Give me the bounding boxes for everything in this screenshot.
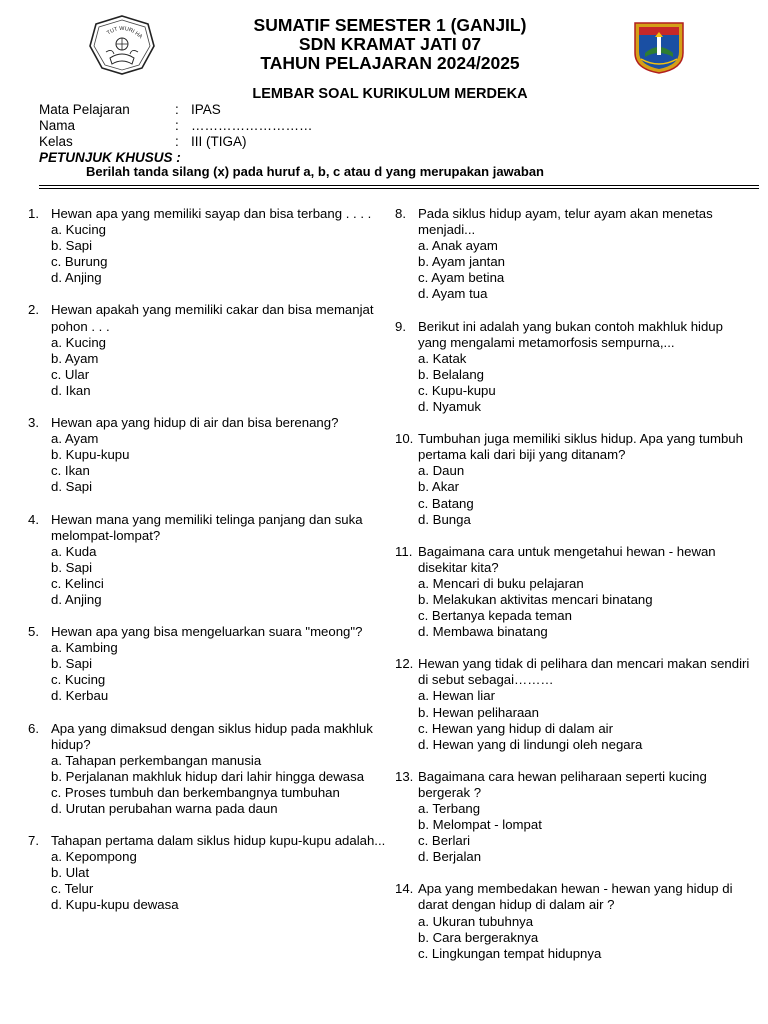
question-number: 4. xyxy=(28,511,39,527)
question-text: Hewan apa yang bisa mengeluarkan suara "meong"? xyxy=(51,624,363,640)
question-gap xyxy=(28,705,388,721)
instructions-heading: PETUNJUK KHUSUS : xyxy=(39,150,181,165)
answer-option[interactable]: c. Burung xyxy=(51,254,108,270)
answer-option[interactable]: d. Berjalan xyxy=(418,849,482,865)
answer-option[interactable]: a. Kepompong xyxy=(51,849,137,865)
colon: : xyxy=(175,118,179,133)
question-number: 3. xyxy=(28,415,39,431)
questions-column-right xyxy=(395,206,755,962)
question-number: 2. xyxy=(28,302,39,318)
subject-value: IPAS xyxy=(191,102,221,117)
title-year: TAHUN PELAJARAN 2024/2025 xyxy=(260,53,520,73)
question-item xyxy=(395,881,755,961)
question-body xyxy=(418,544,755,641)
answer-option[interactable]: c. Bertanya kepada teman xyxy=(418,608,572,624)
title-exam: SUMATIF SEMESTER 1 (GANJIL) xyxy=(253,15,527,35)
answer-option[interactable]: b. Kupu-kupu xyxy=(51,447,130,463)
answer-option[interactable]: c. Hewan yang hidup di dalam air xyxy=(418,720,613,736)
question-gap xyxy=(395,303,755,319)
question-number: 12. xyxy=(395,656,414,672)
document-subtitle: LEMBAR SOAL KURIKULUM MERDEKA xyxy=(252,86,528,102)
question-item xyxy=(395,319,755,416)
name-value: ……………………… xyxy=(191,118,313,133)
answer-option[interactable]: b. Melompat - lompat xyxy=(418,817,542,833)
question-item xyxy=(28,302,388,399)
answer-option[interactable]: a. Terbang xyxy=(418,801,481,816)
answer-option[interactable]: d. Ayam tua xyxy=(418,286,488,302)
answer-option[interactable]: c. Ikan xyxy=(51,463,90,479)
question-body xyxy=(418,769,755,866)
question-body xyxy=(51,206,388,286)
question-item xyxy=(395,206,755,303)
question-item xyxy=(395,431,755,528)
question-item xyxy=(395,769,755,866)
answer-option[interactable]: a. Mencari di buku pelajaran xyxy=(418,575,584,591)
question-item xyxy=(28,833,388,913)
question-number: 13. xyxy=(395,768,414,784)
question-text: Tumbuhan juga memiliki siklus hidup. Apa yang tumbuh pertama kali dari biji yang ditanam? xyxy=(418,431,743,463)
divider-line-thin xyxy=(39,188,759,189)
question-body xyxy=(418,206,755,303)
answer-option[interactable]: c. Kelinci xyxy=(51,575,104,591)
answer-option[interactable]: d. Ikan xyxy=(51,382,91,398)
question-gap xyxy=(28,817,388,833)
question-text: Hewan apakah yang memiliki cakar dan bisa memanjat pohon . . . xyxy=(51,302,374,334)
question-gap xyxy=(395,415,755,431)
answer-option[interactable]: b. Belalang xyxy=(418,366,484,382)
answer-option[interactable]: c. Proses tumbuh dan berkembangnya tumbuhan xyxy=(51,784,340,800)
document-title xyxy=(160,16,620,73)
question-number: 8. xyxy=(395,206,406,221)
tut-wuri-handayani-logo xyxy=(88,14,156,76)
answer-option[interactable]: a. Ukuran tubuhnya xyxy=(418,913,534,929)
question-body xyxy=(51,833,388,913)
question-text: Hewan yang tidak di pelihara dan mencari makan sendiri di sebut sebagai……… xyxy=(418,656,750,688)
question-gap xyxy=(28,399,388,415)
name-label: Nama xyxy=(39,118,76,133)
question-body xyxy=(51,302,388,399)
question-body xyxy=(51,624,388,704)
question-gap xyxy=(28,608,388,624)
answer-option[interactable]: a. Ayam xyxy=(51,431,99,447)
question-text: Apa yang membedakan hewan - hewan yang hidup di darat dengan hidup di dalam air ? xyxy=(418,881,733,913)
question-number: 6. xyxy=(28,720,39,736)
colon: : xyxy=(175,102,179,117)
question-number: 7. xyxy=(28,833,39,849)
answer-option[interactable]: c. Berlari xyxy=(418,833,471,849)
info-row-class xyxy=(39,134,313,150)
question-body xyxy=(418,319,755,416)
answer-option[interactable]: c. Telur xyxy=(51,881,94,897)
answer-option[interactable]: d. Anjing xyxy=(51,591,102,607)
question-text: Hewan mana yang memiliki telinga panjang dan suka melompat-lompat? xyxy=(51,511,363,543)
question-body xyxy=(418,656,755,753)
question-number: 9. xyxy=(395,318,406,334)
info-row-subject xyxy=(39,102,313,118)
answer-option[interactable]: c. Lingkungan tempat hidupnya xyxy=(418,945,602,961)
answer-option[interactable]: c. Ular xyxy=(51,366,90,382)
answer-option[interactable]: b. Cara bergeraknya xyxy=(418,929,539,945)
question-text: Berikut ini adalah yang bukan contoh makhluk hidup yang mengalami metamorfosis sempurna,... xyxy=(418,318,723,350)
answer-option[interactable]: a. Kucing xyxy=(51,222,106,238)
answer-option[interactable]: a. Daun xyxy=(418,463,465,479)
question-item xyxy=(28,206,388,286)
question-gap xyxy=(395,753,755,769)
question-item xyxy=(28,415,388,495)
question-item xyxy=(28,721,388,818)
answer-option[interactable]: d. Hewan yang di lindungi oleh negara xyxy=(418,736,643,752)
question-number: 11. xyxy=(395,543,413,559)
answer-option[interactable]: b. Ulat xyxy=(51,865,90,881)
class-label: Kelas xyxy=(39,134,73,149)
answer-option[interactable]: b. Perjalanan makhluk hidup dari lahir hingga dewasa xyxy=(51,768,365,784)
question-item xyxy=(28,624,388,704)
student-info xyxy=(39,102,313,150)
answer-option[interactable]: c. Ayam betina xyxy=(418,270,505,286)
answer-option[interactable]: b. Sapi xyxy=(51,238,93,254)
title-school: SDN KRAMAT JATI 07 xyxy=(298,34,482,54)
answer-option[interactable]: b. Melakukan aktivitas mencari binatang xyxy=(418,591,653,607)
question-item xyxy=(395,656,755,753)
answer-option[interactable]: d. Bunga xyxy=(418,511,471,527)
answer-option[interactable]: d. Urutan perubahan warna pada daun xyxy=(51,801,278,816)
question-body xyxy=(418,431,755,528)
answer-option[interactable]: b. Ayam xyxy=(51,350,99,366)
question-text: Hewan apa yang memiliki sayap dan bisa terbang . . . . xyxy=(51,206,372,221)
instructions-text: Berilah tanda silang (x) pada huruf a, b, c atau d yang merupakan jawaban xyxy=(86,164,544,179)
answer-option[interactable]: b. Ayam jantan xyxy=(418,254,505,270)
question-text: Tahapan pertama dalam siklus hidup kupu-kupu adalah... xyxy=(51,833,386,849)
answer-option[interactable]: b. Akar xyxy=(418,479,460,495)
answer-option[interactable]: d. Membawa binatang xyxy=(418,624,548,640)
answer-option[interactable]: b. Sapi xyxy=(51,559,93,575)
answer-option[interactable]: d. Kerbau xyxy=(51,688,109,704)
questions-column-left xyxy=(28,206,388,914)
question-number: 10. xyxy=(395,431,414,447)
info-row-name xyxy=(39,118,313,134)
answer-option[interactable]: a. Kuda xyxy=(51,543,97,559)
question-text: Apa yang dimaksud dengan siklus hidup pada makhluk hidup? xyxy=(51,720,373,752)
question-item xyxy=(28,512,388,609)
question-gap xyxy=(395,640,755,656)
answer-option[interactable]: c. Batang xyxy=(418,495,474,511)
colon: : xyxy=(175,134,179,149)
question-number: 14. xyxy=(395,881,414,897)
question-gap xyxy=(28,286,388,302)
jakarta-emblem-logo xyxy=(631,19,687,75)
question-gap xyxy=(28,496,388,512)
answer-option[interactable]: a. Katak xyxy=(418,350,467,366)
answer-option[interactable]: d. Anjing xyxy=(51,270,102,286)
question-gap xyxy=(395,528,755,544)
subject-label: Mata Pelajaran xyxy=(39,102,130,117)
question-item xyxy=(395,544,755,641)
question-text: Pada siklus hidup ayam, telur ayam akan menetas menjadi... xyxy=(418,206,713,238)
svg-text:TUT WURI HANDAYANI: TUT WURI HA xyxy=(106,25,144,41)
question-body xyxy=(51,415,388,495)
answer-option[interactable]: d. Sapi xyxy=(51,479,93,495)
question-body xyxy=(51,721,388,818)
question-body xyxy=(418,881,755,961)
answer-option[interactable]: d. Kupu-kupu dewasa xyxy=(51,897,179,913)
answer-option[interactable]: c. Kupu-kupu xyxy=(418,382,496,398)
class-value: III (TIGA) xyxy=(191,134,247,149)
answer-option[interactable]: a. Kucing xyxy=(51,334,106,350)
answer-option[interactable]: a. Hewan liar xyxy=(418,688,495,704)
divider-line xyxy=(39,185,759,186)
question-gap xyxy=(395,865,755,881)
question-text: Hewan apa yang hidup di air dan bisa berenang? xyxy=(51,415,339,431)
answer-option[interactable]: a. Anak ayam xyxy=(418,238,498,254)
question-number: 1. xyxy=(28,206,39,221)
answer-option[interactable]: b. Hewan peliharaan xyxy=(418,704,539,720)
question-number: 5. xyxy=(28,624,39,640)
answer-option[interactable]: a. Tahapan perkembangan manusia xyxy=(51,752,262,768)
answer-option[interactable]: a. Kambing xyxy=(51,640,118,656)
answer-option[interactable]: d. Nyamuk xyxy=(418,399,482,415)
question-text: Bagaimana cara untuk mengetahui hewan - hewan disekitar kita? xyxy=(418,543,716,575)
answer-option[interactable]: b. Sapi xyxy=(51,656,93,672)
question-text: Bagaimana cara hewan peliharaan seperti kucing bergerak ? xyxy=(418,768,707,800)
question-body xyxy=(51,512,388,609)
answer-option[interactable]: c. Kucing xyxy=(51,672,106,688)
